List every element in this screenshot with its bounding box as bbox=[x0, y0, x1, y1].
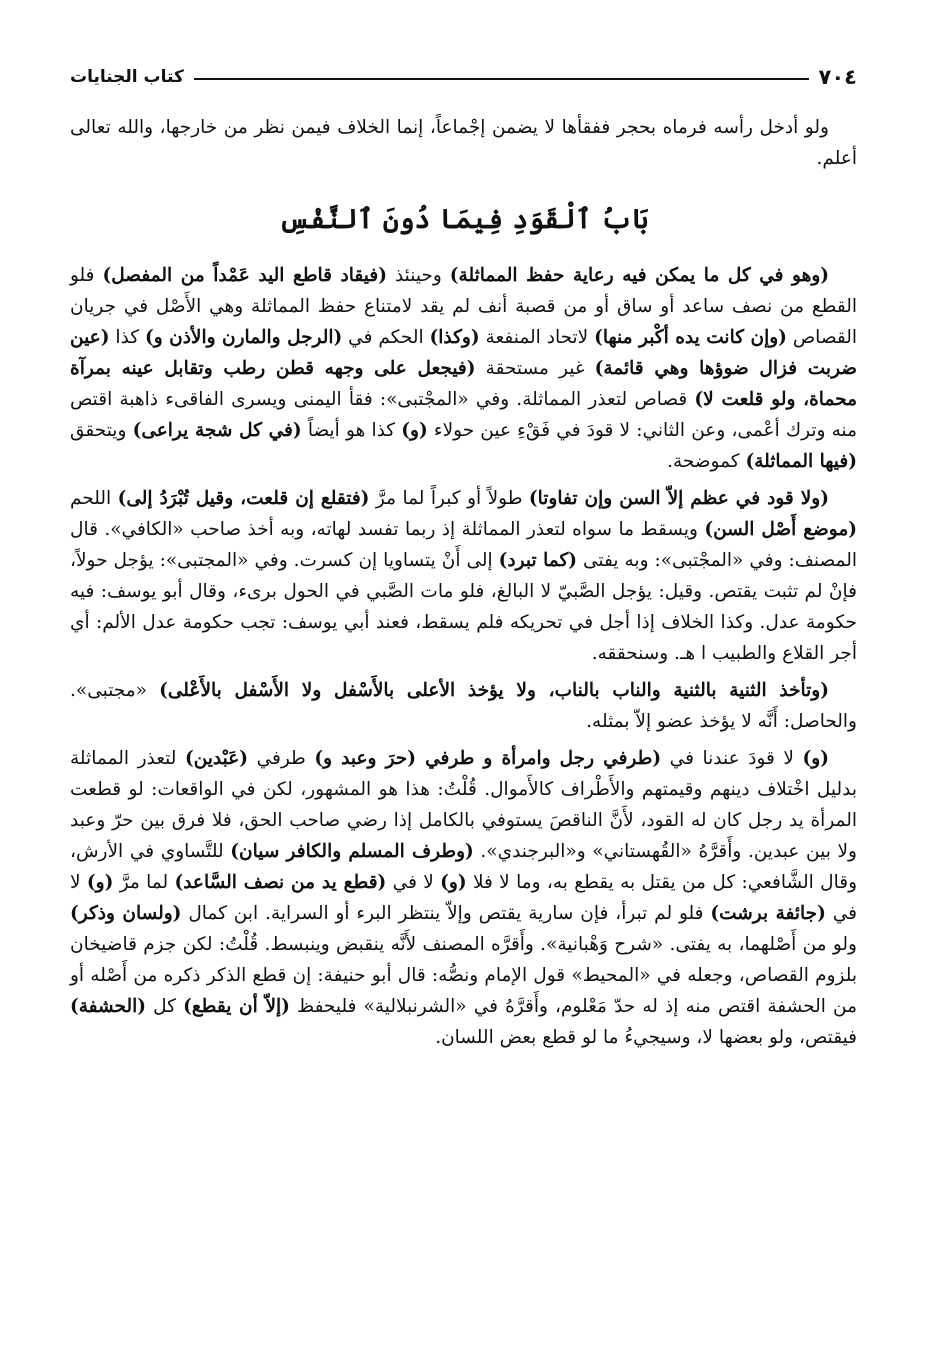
bold-matn-text: (الحشفة) bbox=[70, 996, 147, 1017]
bold-matn-text: (وإن كانت يده أكْبر منها) bbox=[594, 327, 787, 348]
paragraph bbox=[70, 675, 857, 737]
bold-matn-text: (في كل شجة يراعى) bbox=[132, 420, 302, 441]
opening-paragraph bbox=[70, 112, 857, 174]
bold-matn-text: (وهو في كل ما يمكن فيه رعاية حفظ المماثلة) bbox=[449, 265, 830, 286]
commentary-text: ولو من أَصْلهما، به يفتى. «شرح وَهْبانية». وأَقرَّه المصنف لأَنَّه ينقبض وينبسط. قُلْتُ: لكن جزم قاضيخان بلزوم القصاص، وجعله في «المحيط» قول الإمام ونصُّه: قال أبو حنيفة: إن قطع الذكر ذكره من أَصْله أو من الحشفة اقتص منه إذ له حدّ مَعْلوم، وأَقرَّهُ في «الشرنبلالية» فليحفظ bbox=[70, 934, 857, 1017]
body-text bbox=[70, 112, 857, 1053]
commentary-text: ويسقط ما سواه لتعذر المماثلة إذ ربما تفسد لهاته، وبه أخذ صاحب «الكافي». قال المصنف: وفي «المجْتبى»: وبه يفتى bbox=[70, 519, 858, 571]
commentary-text: فلو لم تبرأ، فإن سارية يقتص وإلاّ ينتظر البرء أو السراية. ابن كمال bbox=[181, 903, 711, 924]
commentary-text: وحينئذ bbox=[386, 265, 450, 286]
bold-matn-text: (ولسان وذكر) bbox=[70, 903, 182, 924]
commentary-text: لما مرَّ bbox=[113, 872, 175, 893]
paragraph bbox=[70, 260, 857, 477]
commentary-text: لا في bbox=[70, 872, 857, 924]
commentary-text: «مجتبى». والحاصل: أَنَّه لا يؤخذ عضو إلاّ بمثله. bbox=[70, 680, 857, 732]
commentary-text: كذا bbox=[109, 327, 145, 348]
header-rule bbox=[194, 78, 809, 80]
commentary-text: طولاً أو كبراً لما مرَّ bbox=[369, 488, 529, 509]
bold-matn-text: (فيها المماثلة) bbox=[745, 451, 857, 472]
bold-matn-text: (كما تبرد) bbox=[498, 550, 578, 571]
commentary-text: لا قودَ عندنا في bbox=[661, 748, 803, 769]
commentary-text: طرفي bbox=[248, 748, 315, 769]
commentary-text: قصاص لتعذر المماثلة. وفي «المجْتبى»: فقأ اليمنى ويسرى الفاقىء ذاهبة اقتص منه وترك أعْمى، وعن الثاني: لا قودَ في فَقْءِ عين حولاء bbox=[70, 389, 857, 441]
commentary-text: إلى أَنْ يتساويا إن كسرت. وفي «المجتبى»: يؤجل حولاً، فإنْ لم تثبت يقتص. وقيل: يؤجل الصَّبيّ لا البالغ، فلو مات الصَّبي في الحول برىء، وقال أبو يوسف: فيه حكومة عدل. وكذا الخلاف إذا أجل في تحريكه فلم يسقط، فعند أبي يوسف: تجب حكومة عدل الألم: أي أجر القلاع والطبيب ا هـ. وسنحققه. bbox=[70, 550, 857, 664]
bold-matn-text: (ولا قود في عظم إلاّ السن وإن تفاوتا) bbox=[528, 488, 829, 509]
chapter-title: بَابُ ٱلْقَوَدِ فِيمَا دُونَ ٱلنَّفْسِ bbox=[278, 204, 649, 235]
paragraph bbox=[70, 743, 857, 1053]
commentary-text: فلو القطع من نصف ساعد أو ساق أو من قصبة أنف لم يقد لامتناع حفظ المماثلة وهي الأَصْل في جريان القصاص bbox=[70, 265, 857, 348]
page-number: ٧٠٤ bbox=[818, 65, 857, 89]
bold-matn-text: (فيجعل على وجهه قطن رطب وتقابل عينه بمرآة محماة، ولو قلعت لا) bbox=[70, 358, 857, 410]
commentary-text: كل bbox=[146, 996, 184, 1017]
commentary-text: كذا هو أيضاً bbox=[301, 420, 402, 441]
bold-matn-text: (إلاّ أن يقطع) bbox=[183, 996, 290, 1017]
commentary-text: غير مستحقة bbox=[475, 358, 595, 379]
bold-matn-text: (الرجل والمارن والأذن و) bbox=[144, 327, 343, 348]
bold-matn-text: (و) bbox=[440, 872, 467, 893]
bold-matn-text: (وتأخذ الثنية بالثنية والناب بالناب، ولا يؤخذ الأعلى بالأَسْفل ولا الأَسْفل بالأَعْلى) bbox=[159, 680, 829, 701]
bold-matn-text: (و) bbox=[86, 872, 114, 893]
commentary-text: كموضحة. bbox=[667, 451, 746, 472]
bold-matn-text: (فتقلع إن قلعت، وقيل تُبْرَدُ إلى) bbox=[117, 488, 370, 509]
bold-matn-text: (عَبْدين) bbox=[184, 748, 249, 769]
commentary-text: لا في bbox=[386, 872, 441, 893]
book-title: كتاب الجنايات bbox=[70, 67, 184, 87]
bold-matn-text: (عين ضربت فزال ضوؤها وهي قائمة) bbox=[70, 327, 858, 379]
commentary-text: فيقتص، ولو بعضها لا، وسيجيءُ ما لو قطع بعض اللسان. bbox=[435, 1027, 857, 1048]
commentary-text: ولو أدخل رأسه فرماه بحجر ففقأها لا يضمن إجْماعاً، إنما الخلاف فيمن نظر من خارجها، والله تعالى أعلم. bbox=[70, 117, 857, 169]
paragraph bbox=[70, 483, 857, 669]
running-header bbox=[70, 60, 857, 94]
commentary-text: لتعذر المماثلة بدليل اخْتلاف دينهم وقيمتهم والأَطْراف كالأَموال. قُلْتُ: هذا هو المشهور، لكن في الواقعات: لو قطعت المرأة يد رجل كان له القود، لأَنَّ الناقصَ يستوفي بالكامل إذا رضي صاحب الحق، فلا فرق بين حرّ وعبد ولا بين عبدين. وأَقرَّهُ «القُهستاني» و«البرجندي». bbox=[70, 748, 857, 862]
bold-matn-text: (موضع أَصْل السن) bbox=[704, 519, 857, 540]
bold-matn-text: (وطرف المسلم والكافر سيان) bbox=[230, 841, 474, 862]
bold-matn-text: (قطع يد من نصف السَّاعد) bbox=[174, 872, 387, 893]
bold-matn-text: (وكذا) bbox=[429, 327, 480, 348]
bold-matn-text: (و) bbox=[401, 420, 428, 441]
bold-matn-text: (طرفي رجل وامرأة و طرفي (حرَ وعبد و) bbox=[314, 748, 662, 769]
commentary-text: الحكم في bbox=[342, 327, 430, 348]
commentary-text: لاتحاد المنفعة bbox=[479, 327, 595, 348]
commentary-text: للتَّساوي في الأرش، وقال الشَّافعي: كل من يقتل به يقطع به، وما لا فلا bbox=[70, 841, 858, 893]
book-page bbox=[70, 60, 857, 1053]
bold-matn-text: (جائفة برشت) bbox=[710, 903, 826, 924]
bold-matn-text: (فيقاد قاطع اليد عَمْداً من المفصل) bbox=[102, 265, 387, 286]
commentary-text: ويتحقق bbox=[70, 420, 133, 441]
commentary-text: اللحم bbox=[70, 488, 118, 509]
bold-matn-text: (و) bbox=[802, 748, 829, 769]
